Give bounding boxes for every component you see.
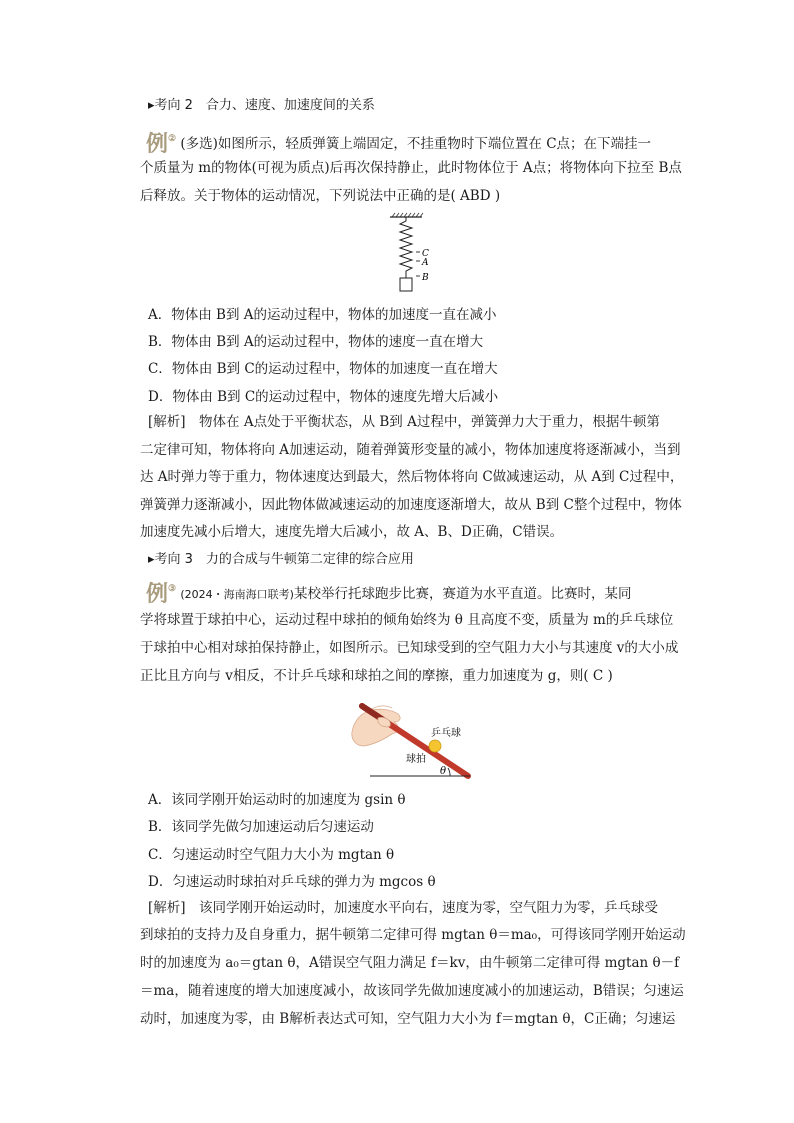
analysis-3-line-4: ＝ma，随着速度的增大加速度减小，故该同学先做加速度减小的加速运动，B错误；匀速运 [140,983,684,999]
analysis-2-line-2: 二定律可知，物体将向 A加速运动，随着弹簧形变量的减小，物体加速度将逐渐减小，当到 [140,442,681,458]
example-2-line-3: 后释放。关于物体的运动情况，下列说法中正确的是( ABD ) [140,188,501,204]
option-d: D．物体由 B到 C的运动过程中，物体的速度先增大后减小 [148,389,499,405]
option-a: A．物体由 B到 A的运动过程中，物体的加速度一直在减小 [148,307,497,323]
example-3-line-2: 学将球置于球拍中心，运动过程中球拍的倾角始终为 θ 且高度不变，质量为 m的乒乓球位 [140,612,674,628]
option-b: B．该同学先做匀加速运动后匀速运动 [148,819,374,835]
label-b: B [422,273,429,283]
label-theta: θ [440,766,447,777]
example-2-line-2: 个质量为 m的物体(可视为质点)后再次保持静止，此时物体位于 A点；将物体向下拉至 B点 [140,160,682,176]
analysis-2-line-4: 弹簧弹力逐渐减小，因此物体做减速运动的加速度逐渐增大，故从 B到 C整个过程中，物体 [140,497,682,513]
example-3-line-3: 于球拍中心相对球拍保持静止，如图所示。已知球受到的空气阻力大小与其速度 v的大小成 [140,640,679,656]
analysis-2-line-5: 加速度先减小后增大，速度先增大后减小，故 A、B、D正确，C错误。 [140,524,564,540]
option-a: A．该同学刚开始运动时的加速度为 gsin θ [148,792,406,808]
label-c: C [422,249,429,259]
analysis-2-line-1: [解析] 物体在 A点处于平衡状态，从 B到 A过程中，弹簧弹力大于重力，根据牛顿第 [148,414,660,430]
example-badge: 例③ [146,581,177,607]
option-b: B．物体由 B到 A的运动过程中，物体的速度一直在增大 [148,334,484,350]
example-badge: 例② [146,131,177,157]
analysis-3-line-1: [解析] 该同学刚开始运动时，加速度水平向右，速度为零，空气阻力为零，乒乓球受 [148,900,659,916]
topic-heading-2: ▸考向 2 合力、速度、加速度间的关系 [148,98,375,113]
option-c: C．匀速运动时空气阻力大小为 mgtan θ [148,847,395,863]
option-c: C．物体由 B到 C的运动过程中，物体的加速度一直在增大 [148,361,498,377]
analysis-3-line-5: 动时，加速度为零，由 B解析表达式可知，空气阻力大小为 f＝mgtan θ，C正确；匀速运 [140,1011,676,1027]
example-2-line-1 [146,129,686,157]
label-ball: 乒乓球 [431,728,461,739]
example-3-text: 某校举行托球跑步比赛，赛道为水平直道。比赛时，某同 [293,586,632,602]
label-paddle: 球拍 [406,754,426,765]
example-3-line-1 [146,579,686,605]
example-2-text: (多选)如图所示，轻质弹簧上端固定，不挂重物时下端位置在 C点；在下端挂一 [180,136,652,152]
analysis-2-line-3: 达 A时弹力等于重力，物体速度达到最大，然后物体将向 C做减速运动，从 A到 C过程中， [140,469,684,485]
topic-heading-3: ▸考向 3 力的合成与牛顿第二定律的综合应用 [148,552,414,567]
example-3-line-4: 正比且方向与 v相反，不计乒乓球和球拍之间的摩擦，重力加速度为 g，则( C ) [140,668,613,684]
analysis-3-line-3: 时的加速度为 a₀＝gtan θ，A错误空气阻力满足 f＝kv，由牛顿第二定律可得 mgtan θ－f [140,955,680,971]
analysis-3-line-2: 到球拍的支持力及自身重力，据牛顿第二定律可得 mgtan θ＝ma₀，可得该同学刚开始运动 [140,927,686,943]
label-a: A [422,258,429,268]
paddle-figure [348,698,478,782]
example-3-source: (2024・海南海口联考) [180,588,294,601]
spring-figure [380,212,440,296]
option-d: D．匀速运动时球拍对乒乓球的弹力为 mgcos θ [148,874,436,890]
